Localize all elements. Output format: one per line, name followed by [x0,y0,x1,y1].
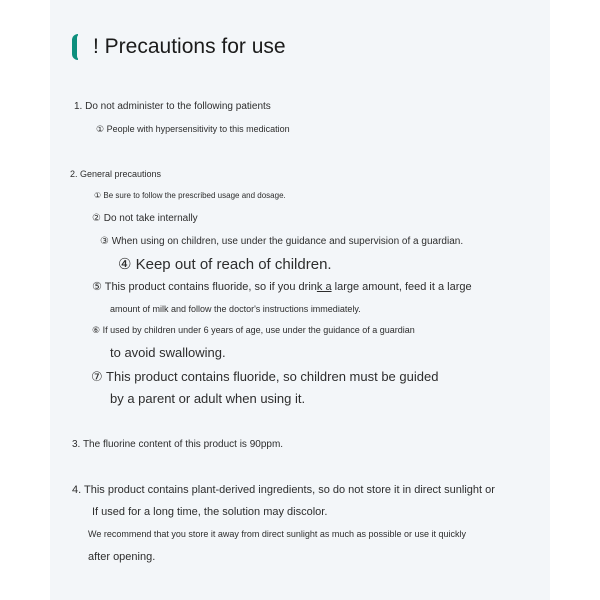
section-2-item-3: ③ When using on children, use under the guidance and supervision of a guardian. [100,236,464,247]
section-2-item-5-line-2: amount of milk and follow the doctor's instructions immediately. [110,304,361,314]
section-3-text: 3. The fluorine content of this product is 90ppm. [72,439,284,450]
section-1-item-1: ① People with hypersensitivity to this medication [96,124,290,134]
section-1-heading: 1. Do not administer to the following patients [74,101,271,112]
section-2-item-2: ② Do not take internally [92,213,198,224]
section-4-line-1: 4. This product contains plant-derived ingredients, so do not store it in direct sunlight or [72,484,495,496]
section-2-item-4: ④ Keep out of reach of children. [118,256,332,273]
section-2-item-7-line-1: ⑦ This product contains fluoride, so children must be guided [91,369,439,384]
page-title: ! Precautions for use [93,35,286,58]
section-2-item-6-line-2: to avoid swallowing. [110,345,226,360]
section-2-heading: 2. General precautions [70,169,162,179]
section-4-line-4: after opening. [88,551,156,563]
title-accent-icon [72,34,85,60]
item-5-text-underlined: k a [316,281,332,293]
section-4-line-3: We recommend that you store it away from direct sunlight as much as possible or use it quickly [88,529,466,539]
item-5-text-b: large amount, feed it a large [331,281,472,293]
section-2-item-7-line-2: by a parent or adult when using it. [110,391,306,406]
section-4-line-2: If used for a long time, the solution may discolor. [92,506,328,518]
section-2-item-1: ① Be sure to follow the prescribed usage and dosage. [94,191,286,200]
title-row [72,34,286,60]
item-5-text-a: ⑤ This product contains fluoride, so if you drin [92,281,317,293]
section-2-item-5-line-1 [92,280,472,293]
section-2-item-6-line-1: ⑥ If used by children under 6 years of age, use under the guidance of a guardian [92,325,415,335]
